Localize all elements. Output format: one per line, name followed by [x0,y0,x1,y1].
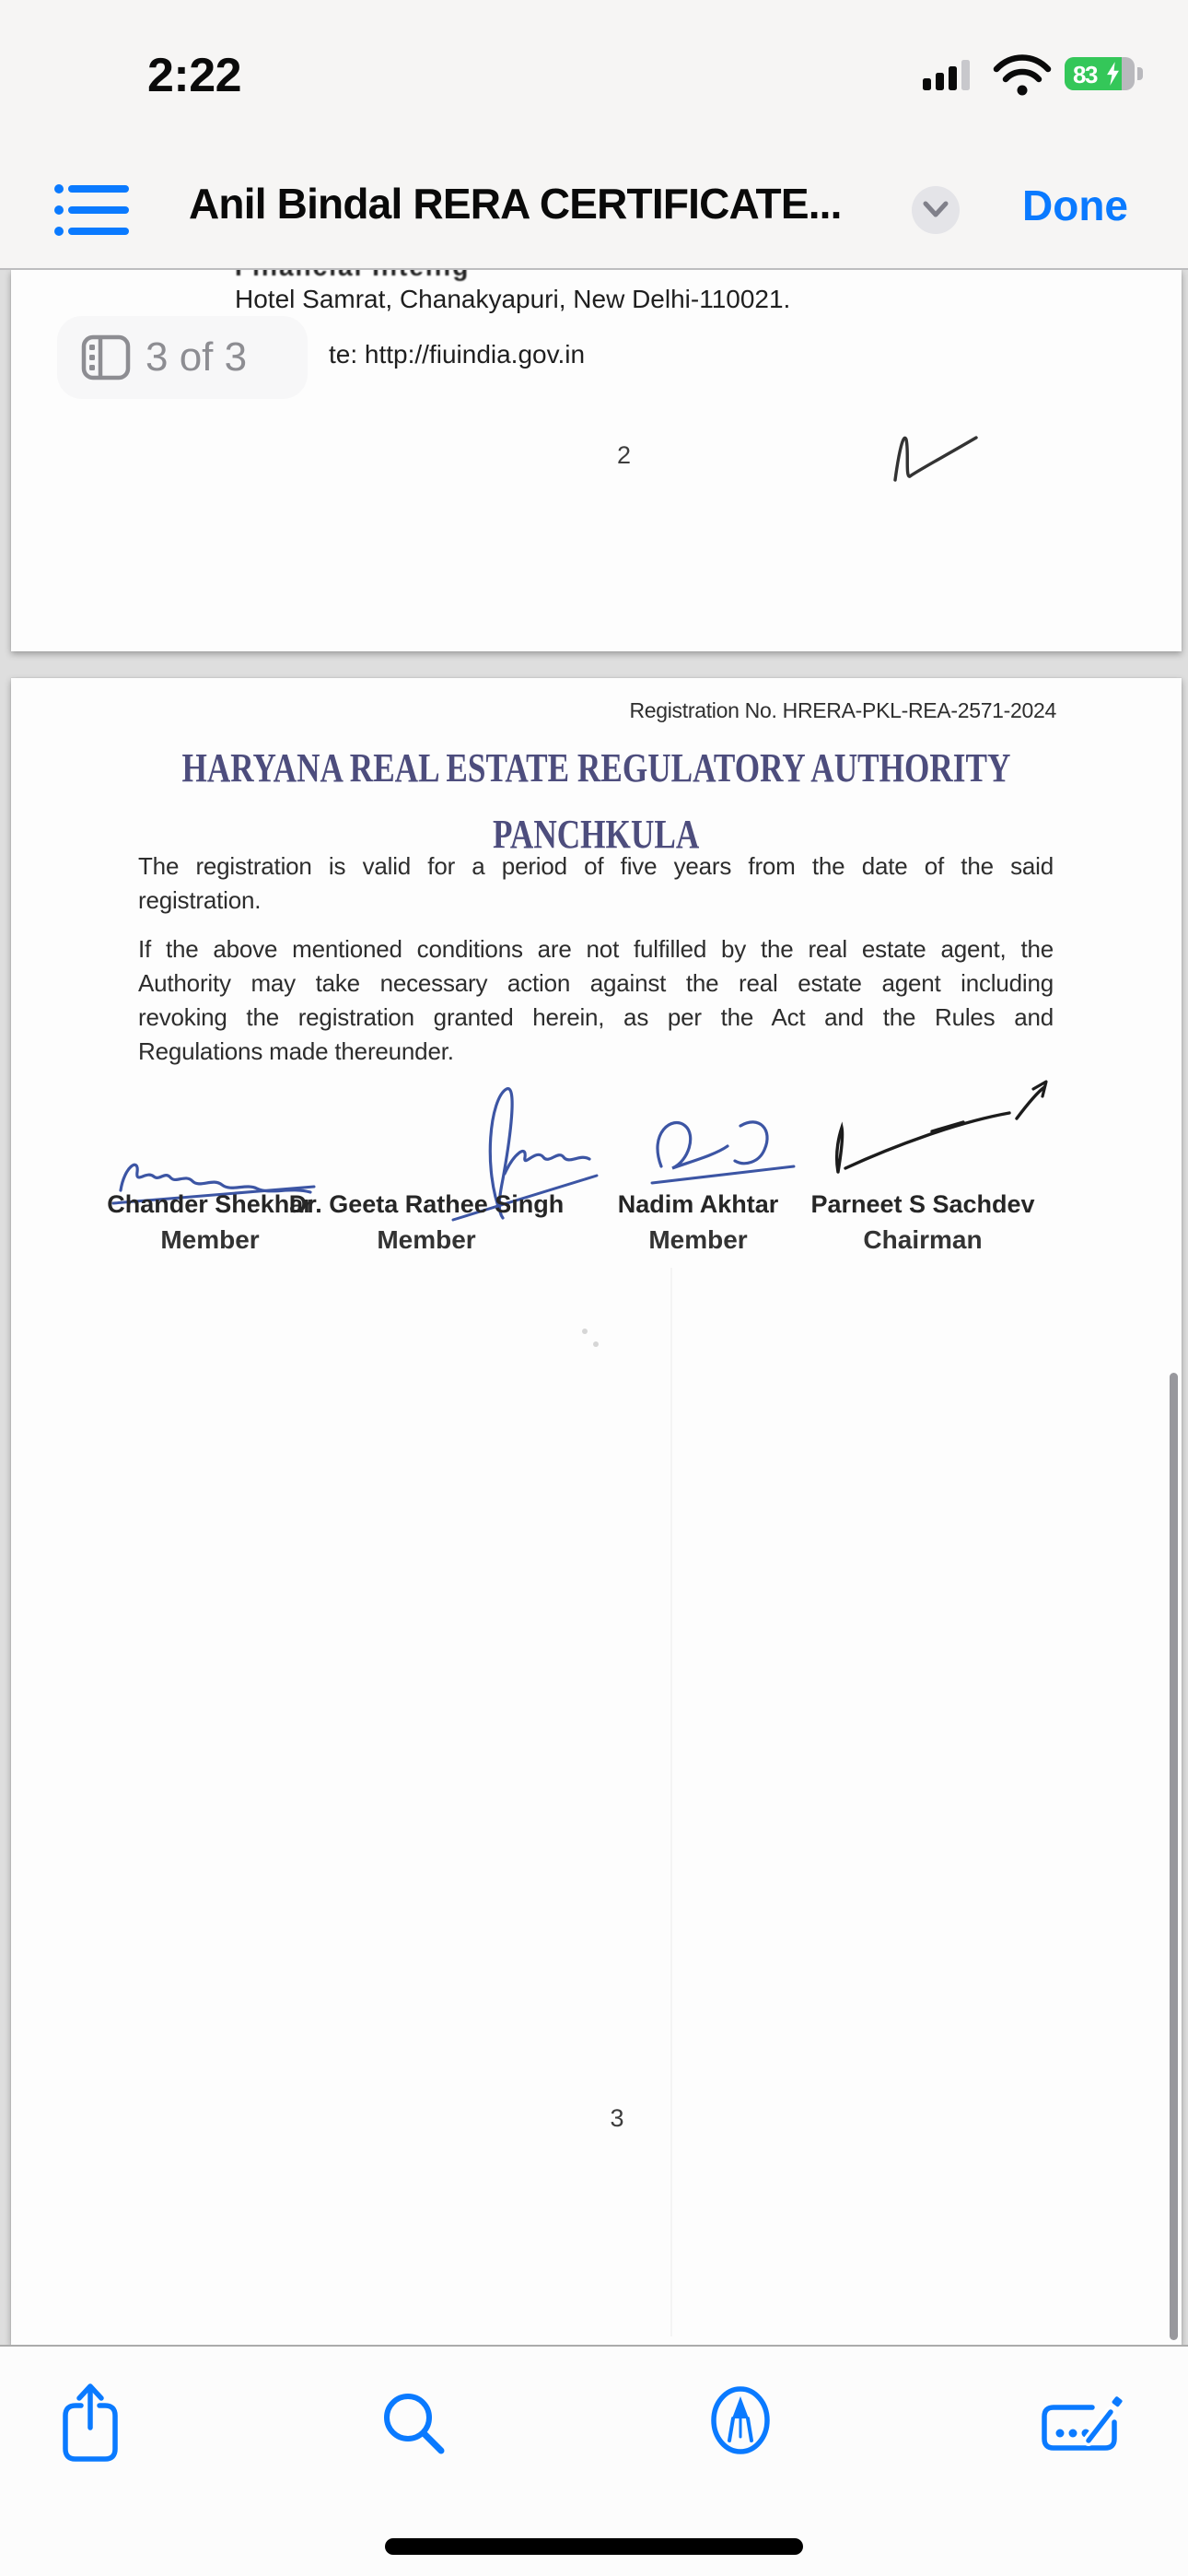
done-button[interactable]: Done [1022,181,1128,229]
scan-speck [582,1329,588,1334]
signature-parneet-sachdev [810,1080,1059,1194]
signatory-name: Parneet S Sachdev [810,1190,1035,1218]
battery-cap [1137,67,1143,80]
status-time: 2:22 [147,49,242,102]
search-button[interactable] [378,2389,449,2465]
top-chrome [0,0,1188,270]
home-indicator[interactable] [385,2538,803,2555]
paragraph-2-line-2: Authority may take necessary action against the real estate agent including [138,969,1054,997]
fill-sign-button[interactable] [1035,2389,1124,2467]
battery-percent: 83 [1073,61,1097,88]
signatory-role: Member [160,1225,260,1254]
handwritten-mark [888,425,984,491]
document-title: Anil Bindal RERA CERTIFICATE... [189,180,842,228]
authority-city-heading: PANCHKULA [493,812,700,857]
chevron-down-icon [921,201,950,219]
list-bullet-button[interactable] [53,181,131,240]
scrollbar-thumb[interactable] [1170,1373,1178,2340]
search-icon [378,2389,449,2461]
signatory-name: Dr. Geeta Rathee Singh [288,1190,565,1218]
signatory-role: Chairman [863,1225,983,1254]
registration-number: Registration No. HRERA-PKL-REA-2571-2024 [629,698,1056,722]
sidebar-pages-icon [81,334,131,381]
page-number-2: 2 [617,441,632,469]
bottom-toolbar [0,2345,1188,2576]
document-scroll-area[interactable] [0,270,1188,2345]
cellular-signal-icon [923,55,980,94]
paragraph-2-line-3: revoking the registration granted herein, as per the Act and the Rules and [138,1003,1054,1031]
address-line: Hotel Samrat, Chanakyapuri, New Delhi-110021. [235,285,791,313]
wifi-icon [993,55,1052,98]
signature-fill-icon [1035,2389,1124,2463]
signatory-role: Member [377,1225,476,1254]
page-indicator-pill[interactable] [57,316,308,399]
scan-speck [593,1341,599,1347]
signatory-name: Nadim Akhtar [617,1190,779,1218]
markup-button[interactable] [709,2385,772,2460]
page-indicator-label: 3 of 3 [146,334,248,380]
scan-fold-artifact [670,1268,672,2336]
charging-bolt-icon [1106,62,1120,86]
battery-icon [1065,57,1135,90]
share-icon [53,2378,127,2468]
title-chevron-button[interactable] [912,186,960,234]
paragraph-1-line-2: registration. [138,886,262,914]
page-number-3: 3 [610,2104,624,2132]
paragraph-2-line-1: If the above mentioned conditions are not fulfilled by the real estate agent, the [138,935,1054,963]
paragraph-2-line-4: Regulations made thereunder. [138,1037,454,1065]
share-button[interactable] [53,2378,127,2473]
authority-heading: HARYANA REAL ESTATE REGULATORY AUTHORITY [181,745,1011,790]
website-line: te: http://fiuindia.gov.in [329,340,586,369]
paragraph-1-line-1: The registration is valid for a period of five years from the date of the said [138,852,1054,880]
signatory-role: Member [648,1225,748,1254]
pdf-page-3[interactable] [11,678,1182,2345]
markup-pencil-icon [709,2385,772,2455]
signatory-name: Chander Shekhar [107,1190,313,1218]
clipped-text-line [235,270,879,280]
